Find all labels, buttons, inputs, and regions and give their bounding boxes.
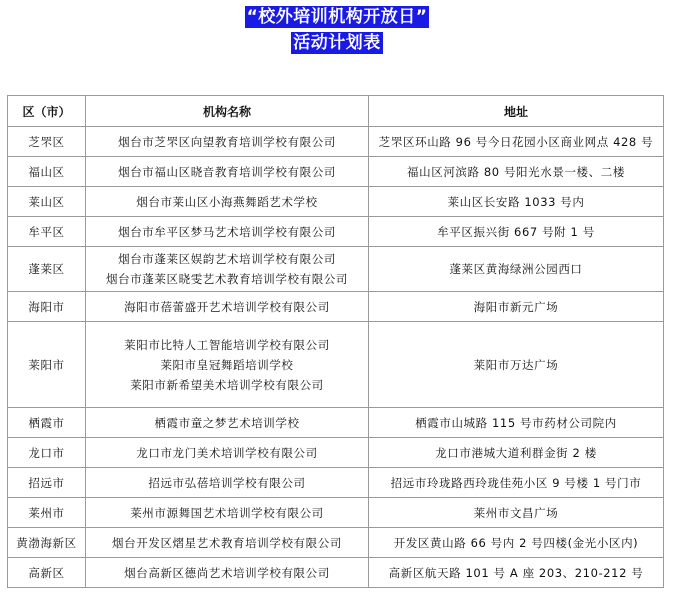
district-cell: 牟平区: [8, 217, 86, 247]
address-cell: 莱阳市万达广场: [369, 322, 664, 408]
org-name-cell: [86, 468, 369, 498]
org-name-cell: [86, 558, 369, 588]
district-cell: 黄渤海新区: [8, 528, 86, 558]
address-cell: 福山区河滨路 80 号阳光水景一楼、二楼: [369, 157, 664, 187]
org-name: 栖霞市童之梦艺术培训学校: [154, 415, 300, 430]
page-title: “校外培训机构开放日”: [246, 7, 428, 27]
district-cell: 招远市: [8, 468, 86, 498]
org-name-cell: [86, 127, 369, 157]
table-row: [8, 528, 664, 558]
table-row: [8, 292, 664, 322]
org-name: 莱阳市比特人工智能培训学校有限公司: [124, 337, 330, 352]
org-name-cell: [86, 528, 369, 558]
district-cell: 龙口市: [8, 438, 86, 468]
district-cell: 福山区: [8, 157, 86, 187]
org-name: 烟台市福山区晓音教育培训学校有限公司: [118, 164, 336, 179]
org-name: 烟台市莱山区小海燕舞蹈艺术学校: [136, 194, 318, 209]
header-address: 地址: [369, 96, 664, 127]
table-header-row: [8, 96, 664, 127]
header-district: 区（市）: [8, 96, 86, 127]
table-body: [8, 127, 664, 588]
org-name: 招远市弘蓓培训学校有限公司: [148, 475, 306, 490]
org-name: 烟台市芝罘区向望教育培训学校有限公司: [118, 134, 336, 149]
org-name-cell: [86, 187, 369, 217]
address-cell: 栖霞市山城路 115 号市药材公司院内: [369, 408, 664, 438]
org-name-cell: [86, 322, 369, 408]
address-cell: 龙口市港城大道利群金街 2 楼: [369, 438, 664, 468]
table-row: [8, 157, 664, 187]
header-org-name: 机构名称: [86, 96, 369, 127]
district-cell: 芝罘区: [8, 127, 86, 157]
org-name: 海阳市蓓蕾盛开艺术培训学校有限公司: [124, 299, 330, 314]
title-block: [0, 6, 674, 58]
address-cell: 海阳市新元广场: [369, 292, 664, 322]
table-row: [8, 247, 664, 292]
address-cell: 招远市玲珑路西玲珑佳苑小区 9 号楼 1 号门市: [369, 468, 664, 498]
table-row: [8, 187, 664, 217]
org-name-cell: [86, 217, 369, 247]
table-row: [8, 408, 664, 438]
page-subtitle: 活动计划表: [293, 33, 381, 53]
org-name: 莱州市源舞国艺术培训学校有限公司: [130, 505, 324, 520]
org-name-cell: [86, 408, 369, 438]
org-name-cell: [86, 247, 369, 292]
org-name: 莱阳市新希望美术培训学校有限公司: [130, 377, 324, 392]
district-cell: 莱阳市: [8, 322, 86, 408]
org-name-cell: [86, 498, 369, 528]
table-row: [8, 558, 664, 588]
address-cell: 莱州市文昌广场: [369, 498, 664, 528]
org-name-cell: [86, 438, 369, 468]
address-cell: 莱山区长安路 1033 号内: [369, 187, 664, 217]
org-name-cell: [86, 292, 369, 322]
table-row: [8, 127, 664, 157]
org-name: 烟台市蓬莱区娱韵艺术培训学校有限公司: [118, 252, 336, 266]
address-cell: 开发区黄山路 66 号内 2 号四楼(金光小区内): [369, 528, 664, 558]
district-cell: 栖霞市: [8, 408, 86, 438]
district-cell: 高新区: [8, 558, 86, 588]
table-row: [8, 438, 664, 468]
district-cell: 海阳市: [8, 292, 86, 322]
district-cell: 莱州市: [8, 498, 86, 528]
address-cell: 高新区航天路 101 号 A 座 203、210-212 号: [369, 558, 664, 588]
table-row: [8, 498, 664, 528]
table-row: [8, 217, 664, 247]
table-row: [8, 468, 664, 498]
address-cell: 牟平区振兴街 667 号附 1 号: [369, 217, 664, 247]
address-cell: 芝罘区环山路 96 号今日花园小区商业网点 428 号: [369, 127, 664, 157]
org-name: 莱阳市皇冠舞蹈培训学校: [160, 357, 294, 372]
org-name: 烟台市牟平区梦马艺术培训学校有限公司: [118, 224, 336, 239]
org-name: 烟台高新区德尚艺术培训学校有限公司: [124, 565, 330, 580]
org-name: 龙口市龙门美术培训学校有限公司: [136, 445, 318, 460]
org-name: 烟台市蓬莱区晓雯艺术教育培训学校有限公司: [106, 272, 348, 286]
district-cell: 蓬莱区: [8, 247, 86, 292]
district-cell: 莱山区: [8, 187, 86, 217]
table-row: [8, 322, 664, 408]
org-name: 烟台开发区熠星艺术教育培训学校有限公司: [112, 535, 342, 550]
org-name-cell: [86, 157, 369, 187]
address-cell: 蓬莱区黄海绿洲公园西口: [369, 247, 664, 292]
activity-plan-table: [7, 95, 664, 588]
